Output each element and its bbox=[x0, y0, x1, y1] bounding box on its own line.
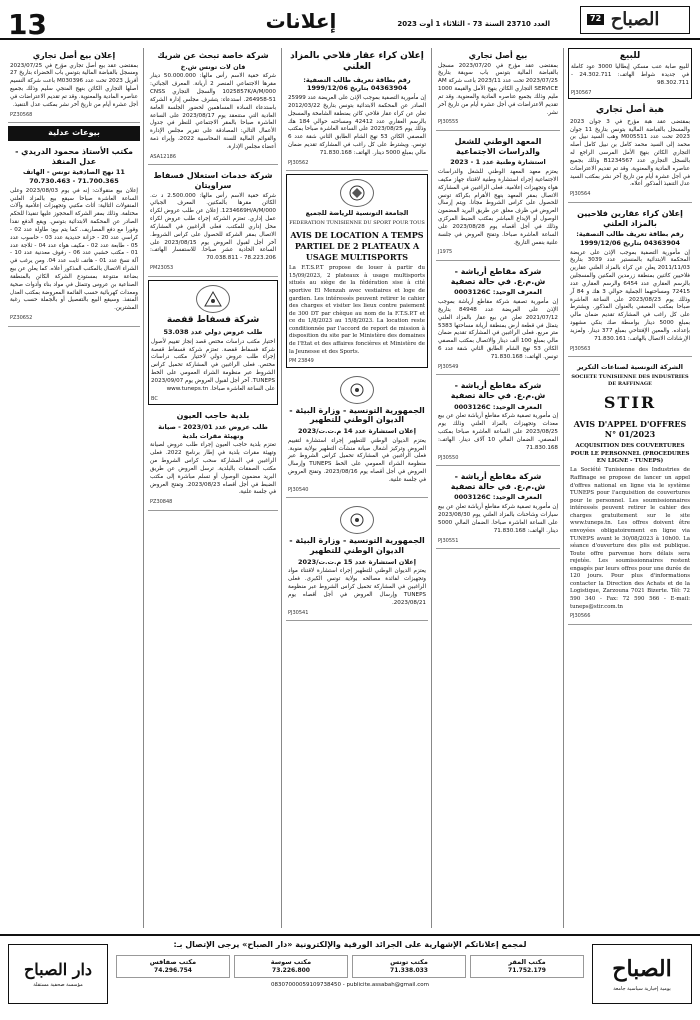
office-sousse bbox=[234, 955, 348, 978]
ad-subtitle: المعرف الوحيد: 0003126C bbox=[454, 493, 542, 502]
office-phone: 73.226.800 bbox=[272, 966, 310, 974]
federation-logo-icon bbox=[340, 179, 374, 207]
stir-logo: STIR bbox=[603, 392, 657, 412]
ad-business-sale-2 bbox=[8, 48, 140, 123]
emblem-caption: الشركة التونسية لصناعات التكرير bbox=[577, 363, 683, 372]
footer-logo-name: الصباح bbox=[612, 955, 672, 982]
ad-title: إعلان كراء عقارين فلاحيين بالمزاد العلني bbox=[577, 208, 683, 228]
ad-body: بمقتضى عقد هبة مؤرخ في 3 جوان 2023 والمسجل بالقباضة المالية بتونس بتاريخ 11 جوان 2023 تحت عدد M005511 وهب السيد نبيل بن محمد إلى السيد محمد كامل بن نبيل كامل أصله التجاري الكائن بنهج الأمل المرسى الراجع له بالسجل التجاري عدد B1234567 وذلك بجميع عناصره المادية والمعنوية. وقد تم تقديم الاعتراضات في أجل عشرة أيام من تاريخ آخر نشر بمكتب السيد عدل التنفيذ المذكور أعلاه. bbox=[570, 118, 691, 188]
footer-heading: لمجمع إعلاناتكم الإشهارية على الجرائد الورقية والإلكترونية «دار الصباح» يرجى الإتصال بـ: bbox=[173, 940, 527, 949]
ad-subtitle: ACQUISITION DES COUVERTURES POUR LE PERSONNEL (PROCEDURES EN LIGNE - TUNEPS) bbox=[570, 443, 690, 465]
column-divider bbox=[143, 48, 144, 928]
ad-title: AVIS D'APPEL D'OFFRES N° 01/2023 bbox=[573, 418, 687, 440]
ad-code: PM 23849 bbox=[289, 358, 314, 365]
ad-code: PJ30563 bbox=[570, 345, 591, 352]
ad-code: PJ30540 bbox=[288, 486, 309, 493]
ad-code: PJ30566 bbox=[570, 613, 591, 620]
ad-body: إن مأمورية تصفية شركة مقاطع أرياشة تعلن عن بيع سيارات وشاحنات بالمزاد العلني يوم 2023/08/30 على الساعة العاشرة صباحا. الضمان المالي 5000 دينار. الهاتف: 71.830.168 bbox=[438, 504, 558, 534]
footer-offices bbox=[116, 955, 584, 978]
dar-assabah-tagline: مؤسسة صحفية مستقلة bbox=[33, 982, 83, 989]
logo-name: الصباح bbox=[610, 8, 660, 30]
footer-dar-assabah-logo bbox=[8, 944, 108, 1004]
ad-code: ASA12186 bbox=[150, 153, 177, 160]
ad-body: يعتزم الديوان الوطني للتطهير إجراء استشارة لاقتناء مواد وتجهيزات لفائدة مصالحه بولاية تونس الكبرى. فعلى الراغبين في المشاركة تحميل كراس الشروط عبر منظومة TUNEPS وإرسال العروض في أجل أقصاه يوم 2023/08/21. bbox=[288, 568, 426, 606]
ad-code: J1975 bbox=[438, 249, 453, 256]
issue-line: العدد 23710 السنة 73 - الثلاثاء 1 أوت 2023 bbox=[397, 20, 550, 28]
ad-title: شركة خاصة تبحث عن شريك bbox=[157, 51, 269, 60]
ad-body: بمقتضى عقد مؤرخ في 2023/07/20 مسجل بالقباضة المالية بتونس باب سويقة بتاريخ 2023/07/25 تحت عدد 2023/11 باعت شركة AM SERVICE التجاري الكائن بنهج الأمل والقيمة 1000 مليم وذلك بجميع عناصره المادية والمعنوية. وقد تم تقديم الاعتراضات في أجل عشرة أيام من تاريخ آخر نشر. bbox=[438, 62, 558, 116]
ad-body: اختيار مكتب دراسات مختص قصد إنجاز تقييم لأصول شركة فسفاط قفصة. تعتزم شركة فسفاط قفصة إجراء طلب عروض دولي لاختيار مكتب دراسات مختص. فعلى الراغبين في المشاركة تحميل كراس الشروط عبر منظومة الشراء العمومي على الخط TUNEPS. آخر أجل لقبول العروض يوم 2023/09/07 على الساعة العاشرة صباحا. www.tuneps.tn bbox=[151, 338, 275, 392]
ad-code: PZ30848 bbox=[150, 499, 173, 506]
ad-code: PZ30568 bbox=[10, 111, 33, 118]
company-logo-icon bbox=[196, 285, 230, 313]
masthead-logo bbox=[580, 6, 690, 34]
office-sfax bbox=[116, 955, 230, 978]
section-title: إعلانات bbox=[265, 9, 337, 33]
ad-bailiff-sale bbox=[8, 144, 140, 327]
ad-body: إن مأمورية تصفية شركة مقاطع أرياشة بموجب الإذن على العريضة عدد 84948 بتاريخ 2021/07/12 تعلن عن بيع عقار بالمزاد العلني يتمثل في قطعة أرض بمنطقة أريانة مساحتها 5383 متر مربع. فعلى الراغبين في المشاركة تقديم ضمان مالي بمبلغ 100 ألف دينار والاتصال بمكتب المصفي الكائن 53 نهج الشام الطابق الثاني شقة عدد 6 تونس. الهاتف: 71.830.168 bbox=[438, 299, 558, 360]
ad-title: AVIS DE LOCATION A TEMPS PARTIEL DE 2 PLATEAUX A USAGE MULTISPORTS bbox=[290, 229, 424, 262]
ad-body: تعتزم بلدية حاجب العيون إجراء طلب عروض لصيانة وتهيئة مقرات بلدية في إطار برنامج 2022. فعلى الراغبين في المشاركة سحب كراس الشروط من مكتب الصفقات بالبلدية. ترسل العروض عن طريق البريد مضمون الوصول أو تسلم مباشرة إلى مكتب الضبط في أجل أقصاه 2023/08/23. وتفتح العروض في جلسة علنية. bbox=[150, 442, 276, 496]
ad-farm-rental-2 bbox=[286, 48, 428, 171]
page-footer bbox=[0, 934, 700, 1020]
ad-phosphate-services bbox=[148, 168, 278, 276]
ad-quarries-liquidation-2 bbox=[436, 378, 560, 466]
ad-code: BC bbox=[151, 395, 158, 402]
footer-contact bbox=[116, 940, 584, 1018]
ad-title: شركة مقاطع أرياشة - ش.م.ع. في حالة تصفية bbox=[450, 267, 546, 286]
ad-business-sale bbox=[436, 48, 560, 131]
ad-subtitle: رقم بطاقة تعريف طالب التصفية: 04363904 بتاريخ 1999/12/06 bbox=[576, 230, 684, 247]
ad-subtitle: طلب عروض عدد 2023/01 - صيانة وتهيئة مقرات بلدية bbox=[158, 422, 268, 440]
ad-title: الجمهورية التونسية - وزارة البيئة - الديوان الوطني للتطهير bbox=[289, 405, 425, 425]
ad-body: La Société Tunisienne des Industries de Raffinage se propose de lancer un appel d'offres national en ligne via le système TUNEPS pour l'acquisition de couvertures pour le personnel. Les soumissionnaires intéressés peuvent retirer le cahier des charges gratuitement sur le site www.tuneps.tn. Les offres doivent être envoyées obligatoirement en ligne via TUNEPS avant le 30/08/2023 à 10h00. La séance d'ouverture des plis est publique. Toute offre parvenue hors délais sera rejetée. Les soumissionnaires restent engagés par leurs offres pour une durée de 120 jours. Pour plus d'informations contacter la Direction des Achats et de la Logistique, Zarzouna 7021 Bizerte. Tél: 72 590 340 - Fax: 72 590 566 - E-mail: tuneps@stir.com.tn bbox=[570, 467, 690, 610]
ad-title: هبة أصل تجاري bbox=[595, 105, 665, 116]
ad-body: إعلان بيع منقولات: إنه في يوم 2023/08/03 وعلى الساعة العاشرة صباحا سيقع بيع بالمزاد العلني المنقولات التالية: أثاث مكتبي وتجهيزات إعلامية وآلات مختلفة. وذلك بمقر الشركة المحجوز عليها تنفيذا للحكم الصادر عن المحكمة الابتدائية بتونس. ويقع الدفع نقدا وفورا مع دفع المصاريف. كما يتم بيع: طاولة عدد 02 - كراسي عدد 20 - خزانة حديدية عدد 03 - حاسوب عدد 05 - طابعة عدد 02 - مكيف هواء عدد 04 - ثلاجة عدد 01 - مكتب خشبي عدد 06 - رفوف معدنية عدد 10 - آلة نسخ عدد 01 - هاتف ثابت عدد 04. ومن يرغب في الشراء الاتصال بالمكتب المذكور أعلاه. كما يعلن عن بيع بضاعة متنوعة بمستودع الشركة الكائن بالمنطقة الصناعية بن عروس وتتمثل في مواد بناء وأدوات صحية ومعدات كهربائية حسب القائمة المعروضة بمكتب العدل المنفذ. وسيقع البيع بالتفصيل أو بالجملة حسب رغبة المشترين. bbox=[10, 187, 139, 312]
ad-subtitle: رقم بطاقة تعريف طالب التصفية: 04363904 بتاريخ 1999/12/06 bbox=[303, 75, 411, 93]
column-3 bbox=[286, 48, 428, 928]
ad-stir-tender bbox=[568, 360, 692, 625]
office-name: مكتب تونس bbox=[390, 957, 428, 966]
office-name: مكتب سوسة bbox=[270, 957, 312, 966]
ad-code: PZ30652 bbox=[10, 315, 33, 322]
ad-title: شركة فسفاط قفصة bbox=[166, 314, 260, 325]
page-number: 13 bbox=[8, 8, 47, 41]
ad-body: يعتزم الديوان الوطني للتطهير إجراء استشارة لتقييم العروض وتركيز أشغال صيانة منشآت التطهير بولاية منوبة. فعلى الراغبين في المشاركة تحميل كراس الشروط عبر منظومة الشراء العمومي على الخط TUNEPS وإرسال العروض في أجل أقصاه يوم 2023/08/16. وتفتح العروض في جلسة علنية. bbox=[288, 437, 427, 483]
ad-body: إن مأمورية تصفية شركة مقاطع أرياشة تعلن عن بيع معدات وتجهيزات بالمزاد العلني وذلك يوم 2023/08/25 على الساعة العاشرة صباحا بمكتب المصفي. الضمان المالي 10 آلاف دينار. الهاتف: 71.830.168 bbox=[438, 413, 558, 451]
federation-name-ar: الجامعة التونسية للرياضة للجميع bbox=[305, 209, 409, 218]
office-phone: 71.752.179 bbox=[508, 966, 546, 974]
ad-title: شركة مقاطع أرياشة - ش.م.ع. في حالة تصفية bbox=[450, 381, 546, 401]
column-divider bbox=[281, 48, 282, 928]
ad-sale-grapes bbox=[568, 48, 692, 99]
footer-logo bbox=[592, 944, 692, 1004]
ad-sport-federation bbox=[286, 174, 428, 367]
office-phone: 71.338.033 bbox=[390, 966, 428, 974]
ad-body: La F.T.S.P.T propose de louer à partir du 15/09/2023, 2 plateaux à usage multisports situés au siège de la fédération sise à cité sportive El Menzah avec vestiaires et loge de gardien. Les intéressés peuvent retirer le cahier des charges et visiter les lieux contre paiement de 300 DT par chèque au nom de la F.T.S.P.T et ce du 1/8/2023 au 15/8/2023. La location reste conditionnée par l'accord de report de mission à disposition du site par le Ministère des domaines de l'Etat et des affaires foncières et Ministère de la Jeunesse et des Sports. bbox=[289, 265, 425, 355]
footer-bank-email: 08307000059109738450 - publicite.assabah@gmail.com bbox=[271, 981, 429, 988]
federation-name-fr: FEDERATION TUNISIENNE DU SPORT POUR TOUS bbox=[289, 220, 425, 227]
ad-title: إعلان كراء عقار فلاحي بالمزاد العلني bbox=[290, 51, 424, 73]
ad-quarries-liquidation-1 bbox=[436, 264, 560, 375]
republic-emblem-icon bbox=[340, 506, 374, 534]
ad-code: PJ30541 bbox=[288, 609, 309, 616]
column-divider bbox=[563, 48, 564, 928]
ad-labor-institute bbox=[436, 134, 560, 261]
ad-title: إعلان بيع أصل تجاري bbox=[32, 51, 116, 60]
ad-subtitle: إعلان استشارة عدد 15 م.ت.ت/2023 bbox=[298, 557, 416, 566]
ad-code: PJ30562 bbox=[288, 159, 309, 166]
ad-title: بلدية حاجب العيون bbox=[176, 411, 250, 421]
ad-title: مكتب الأستاذ محمود الدريدي - عدل المنفذ bbox=[15, 147, 133, 166]
column-divider bbox=[431, 48, 432, 928]
dar-assabah-name: دار الصباح bbox=[23, 959, 93, 979]
republic-emblem-icon bbox=[340, 376, 374, 404]
ad-subtitle: طلب عروض دولي عدد 53.038 bbox=[163, 328, 263, 337]
office-name: مكتب المقر bbox=[508, 957, 546, 966]
office-name: مكتب صفاقس bbox=[149, 957, 197, 966]
ad-code: PJ30550 bbox=[438, 454, 459, 461]
ad-body: إن مأمورية التصفية بموجب الإذن على العريضة عدد 25999 الصادر عن المحكمة الابتدائية بتونس بتاريخ 2012/03/22 تعلن عن كراء عقار فلاحي كائن بمنطقة الشامخة والمسجل بالرسم العقاري عدد 42412 ومساحته حوالي 184 هك وذلك يوم 2023/08/25 على الساعة العاشرة صباحا بمكتب المصفي الكائن 53 نهج الشام الطابق الثاني شقة عدد 6 تونس. ويشترط على كل راغب في المشاركة تقديم ضمان مالي بمبلغ 5000 دينار. الهاتف: 71.830.168 bbox=[288, 95, 427, 156]
ad-body: شركة خفية الاسم رأس مالها: 2.500.000 د ت. الكائن مقرها بالمكنين. المعرف الجبائي 1234669H/A/M/000. إعلان عن طلب عروض لكراء عمل إداري. تعتزم الشركة إجراء طلب عروض لكراء محل إداري للمكتب. فعلى الراغبين في المشاركة الاتصال بمقر الشركة للحصول على كراس الشروط. آخر أجل لقبول العروض يوم 2023/08/15 على الساعة الحادية عشر صباحا. للاستفسار الهاتف: 78.223.206 - 70.038.811 bbox=[150, 192, 276, 262]
ad-body: إن مأمورية التصفية بموجب الإذن على عريضة المحكمة الابتدائية بالمنستير عدد 3039 بتاريخ 2011/11/03 يعلن عن كراء بالمزاد العلني عقارين فلاحيين كائنين بمنطقة زرمدين المكنين والمسجلين بالرسم العقاري عدد 6454 والرسم العقاري عدد 72415 ومساحتهما الجملية حوالي 3 هك و 84 آر وذلك يوم 2023/08/23 على الساعة العاشرة صباحا بمكتب المصفي بالعنوان المذكور. ويشترط على كل راغب في المشاركة تقديم ضمان مالي بمبلغ 5000 دينار بواسطة صك بنكي مشهود بإعداده. والمعين الإفتتاحي بمبلغ 377 دينار. ولمزيد الإرشادات الاتصال بالهاتف: 71.830.161 bbox=[570, 249, 691, 342]
ad-body: بمقتضى عقد بيع أصل تجاري مؤرخ في 2023/07/25 ومسجل بالقباضة المالية بتونس باب الخضراء بتاريخ 27 أفريل 2023 تحت عدد M030396 باعت شركة النسيم أصلها التجاري الكائن بنهج المنجي سليم وذلك بجميع عناصره المادية والمعنوية. وقد تم تقديم الاعتراضات في أجل عشرة أيام من تاريخ آخر نشر بمكتب عدل التنفيذ. bbox=[10, 62, 138, 108]
ad-subtitle: المعرف الوحيد: 0003126C bbox=[454, 288, 542, 297]
ad-title: المعهد الوطني للشغل والدراسات الاجتماعية bbox=[454, 137, 542, 156]
ad-code: PJ30551 bbox=[438, 537, 459, 544]
ad-onas-2 bbox=[286, 501, 428, 621]
footer-logo-tagline: يومية إخبارية سياسية جامعة bbox=[613, 986, 671, 993]
ad-subtitle: فان لات تونس ش.خ bbox=[180, 62, 246, 71]
column-4 bbox=[148, 48, 278, 928]
ad-subtitle: 11 نهج الصادقية تونس - الهاتف 71.700.365 - 70.730.463 bbox=[23, 168, 125, 186]
ad-title: شركة خدمات استغلال فسفاط سراويتان bbox=[153, 171, 273, 190]
ad-subtitle: إعلان استشارة عدد 14 م.ت.ت/2023 bbox=[298, 427, 416, 435]
page-header bbox=[0, 0, 700, 40]
ad-body: شركة خفية الاسم رأس مالها: 50.000.000 دينار مقرها الاجتماعي المنصر 2 أريانة. المعرف الجبائي: 1025857K/A/M/000 والسجل التجاري CNSS 264958-51. استدعاء: يتشرف مجلس إدارة الشركة باستدعاء السادة المساهمين لحضور الجلسة العامة العادية التي ستنعقد يوم 2023/08/17 على الساعة العاشرة صباحا بالمقر الاجتماعي للنظر في جدول الأعمال التالي: المصادقة على تقرير مجلس الإدارة والقوائم المالية للسنة المحاسبية 2022، وإبراء ذمة أعضاء مجلس الإدارة. bbox=[150, 73, 276, 150]
ad-shareholders-meeting bbox=[148, 48, 278, 165]
ad-subtitle: استشارة وطنية عدد 1 - 2023 bbox=[450, 158, 546, 167]
ad-code: PJ30564 bbox=[570, 191, 591, 198]
ad-code: PJ30549 bbox=[438, 363, 459, 370]
column-5 bbox=[8, 48, 140, 928]
ad-title: شركة مقاطع أرياشة - ش.م.ع. في حالة تصفية bbox=[450, 472, 546, 491]
logo-badge: 72 bbox=[587, 14, 604, 25]
ad-title: بيع أصل تجاري bbox=[468, 51, 528, 60]
ad-title: الجمهورية التونسية - وزارة البيئة - الديوان الوطني للتطهير bbox=[289, 536, 425, 556]
ad-code: PM23053 bbox=[150, 265, 174, 272]
ad-body: للبيع صابة عنب مسكي إيطاليا 3000 عود كاملة في جديدة شواط الهاتف: 24.302.711 - 98.302.711 bbox=[571, 64, 690, 86]
ad-code: PJ30567 bbox=[571, 89, 592, 96]
ad-title: للبيع bbox=[619, 51, 641, 61]
ad-quarries-liquidation-3 bbox=[436, 469, 560, 549]
ad-onas-1 bbox=[286, 371, 428, 499]
ad-gift-business bbox=[568, 102, 692, 202]
office-phone: 74.296.754 bbox=[154, 966, 192, 974]
column-1 bbox=[568, 48, 692, 928]
office-hq bbox=[470, 955, 584, 978]
stir-latin-name: SOCIETE TUNISIENNE DES INDUSTRIES DE RAFFINAGE bbox=[571, 374, 689, 387]
ad-municipality-tender bbox=[148, 408, 278, 511]
office-tunis bbox=[352, 955, 466, 978]
judicial-sales-banner: بيوعات عدلية bbox=[8, 126, 140, 141]
ad-subtitle: المعرف الوحيد: 0003126C bbox=[454, 402, 542, 411]
ad-farm-rental bbox=[568, 206, 692, 357]
ad-code: PJ30555 bbox=[438, 119, 459, 126]
ad-body: يعتزم معهد المعهد الوطني للشغل والدراسات الاجتماعية إجراء استشارة وطنية لاقتناء جهاز مكيف هواء وتجهيزات إعلامية. فعلى الراغبين في المشاركة الاتصال بمقر المعهد بنهج الأهرام بكراكة تونس للحصول على كراس الشروط مجانا. ويتم إرسال العروض في ظرف مغلق عن طريق البريد المضمون الوصول أو الإيداع المباشر بمكتب الضبط المركزي وذلك في أجل أقصاه يوم 2023/08/28 على الساعة العاشرة صباحا. وتفتح العروض في جلسة علنية بنفس التاريخ. bbox=[438, 169, 558, 246]
column-2 bbox=[436, 48, 560, 928]
ad-gafsa-phosphate bbox=[148, 280, 278, 406]
